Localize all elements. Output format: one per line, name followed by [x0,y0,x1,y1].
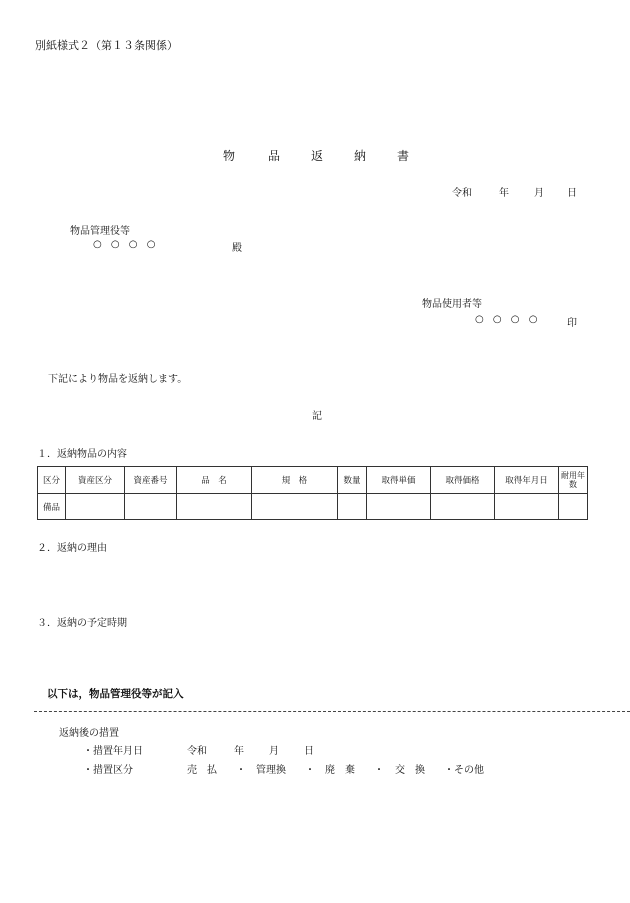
option-separator: ・ [305,765,315,776]
column-header: 取得価格 [431,467,495,494]
addressee-name: ○ ○ ○ ○ [93,239,156,250]
ki-label: 記 [312,411,322,422]
table-cell[interactable] [177,494,252,520]
table-cell[interactable] [338,494,367,520]
post-return-heading: 返納後の措置 [59,728,119,739]
option-transfer[interactable]: 管理換 [256,765,286,776]
title-char: 品 [268,149,281,163]
option-other[interactable]: ・その他 [444,765,484,776]
column-header: 取得年月日 [495,467,559,494]
applicant-role: 物品使用者等 [422,299,482,310]
title-char: 書 [397,149,410,163]
day-label: 日 [567,188,577,199]
option-separator: ・ [236,765,246,776]
admin-note: 以下は，物品管理役等が記入 [47,688,184,700]
column-header: 取得単価 [367,467,431,494]
title-char: 返 [311,149,324,163]
dashed-divider [34,711,630,712]
applicant-name: ○ ○ ○ ○ [475,314,538,325]
column-header: 区分 [38,467,66,494]
column-header: 品 名 [177,467,252,494]
column-header: 資産区分 [66,467,125,494]
table-cell[interactable] [367,494,431,520]
section3-heading: ３．返納の予定時期 [37,618,127,629]
table-cell[interactable] [559,494,588,520]
measure-era: 令和 [187,746,207,757]
table-row [38,494,588,520]
option-exchange[interactable]: 交 換 [395,765,425,776]
table-cell: 備品 [38,494,66,520]
intro-text: 下記により物品を返納します。 [48,374,188,385]
option-sale[interactable]: 売 払 [187,765,217,776]
table-cell[interactable] [125,494,177,520]
seal-label: 印 [567,318,577,329]
section1-heading: １．返納物品の内容 [37,449,127,460]
column-header: 数量 [338,467,367,494]
table-cell[interactable] [66,494,125,520]
addressee-honorific: 殿 [232,243,242,254]
measure-day: 日 [304,746,314,757]
form-id-label: 別紙様式２（第１３条関係） [35,39,178,52]
measure-month: 月 [269,746,279,757]
month-label: 月 [534,188,544,199]
year-label: 年 [499,188,509,199]
option-disposal[interactable]: 廃 棄 [325,765,355,776]
column-header: 規 格 [252,467,338,494]
section2-heading: ２．返納の理由 [37,543,107,554]
title-char: 納 [354,149,367,163]
items-table [37,466,588,520]
title-char: 物 [223,149,236,163]
measure-date-label: ・措置年月日 [83,746,143,757]
measure-year: 年 [234,746,244,757]
column-header: 耐用年数 [559,467,588,494]
measure-class-label: ・措置区分 [83,765,133,776]
addressee-role: 物品管理役等 [70,226,130,237]
option-separator: ・ [374,765,384,776]
table-header-row [38,467,588,494]
table-cell[interactable] [495,494,559,520]
table-cell[interactable] [252,494,338,520]
era-label: 令和 [452,188,472,199]
table-cell[interactable] [431,494,495,520]
column-header: 資産番号 [125,467,177,494]
